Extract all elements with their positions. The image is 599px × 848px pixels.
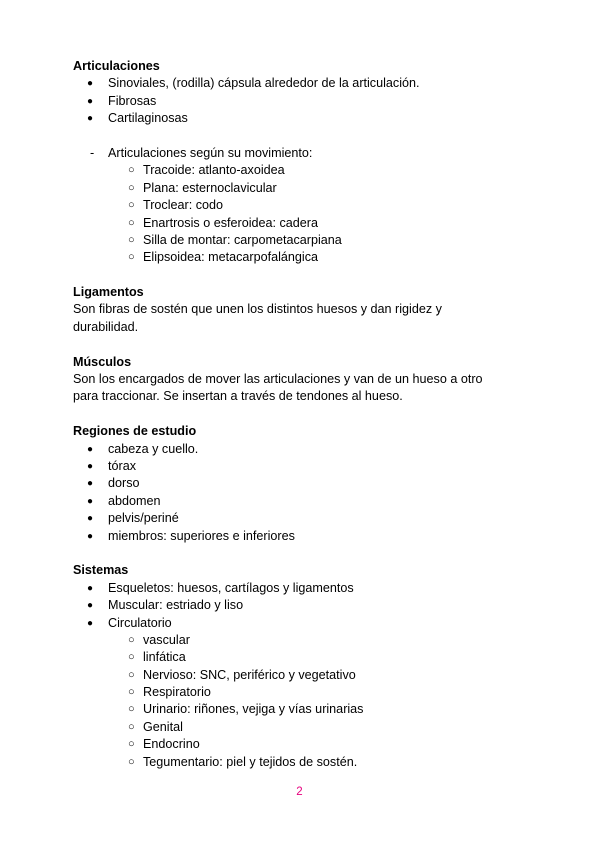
bullet-icon: ●: [87, 78, 94, 90]
list-item-text: Genital: [143, 719, 183, 734]
list-item: [73, 249, 533, 266]
list-item-text: Troclear: codo: [143, 198, 224, 213]
list-item: [73, 528, 533, 545]
section-heading-sistemas: Sistemas: [73, 563, 129, 578]
paragraph-line: Son fibras de sostén que unen los distintos huesos y dan rigidez y: [73, 302, 442, 317]
section-heading-regiones: Regiones de estudio: [73, 424, 197, 439]
list-item-text: Circulatorio: [108, 615, 172, 630]
list-item: [73, 493, 533, 510]
circle-bullet-icon: ○: [128, 199, 135, 212]
circle-bullet-icon: ○: [128, 651, 135, 664]
list-item-text: cabeza y cuello.: [108, 441, 199, 456]
circle-bullet-icon: ○: [128, 703, 135, 716]
list-item-text: Tegumentario: piel y tejidos de sostén.: [143, 754, 358, 769]
list-item-text: Muscular: estriado y liso: [108, 598, 244, 613]
list-item: [73, 75, 533, 92]
list-item-text: Cartilaginosas: [108, 111, 188, 126]
circle-bullet-icon: ○: [128, 251, 135, 264]
list-item-text: Articulaciones según su movimiento:: [108, 145, 313, 160]
list-item-text: dorso: [108, 476, 140, 491]
list-item-text: Plana: esternoclavicular: [143, 180, 277, 195]
list-item: [73, 632, 533, 649]
bullet-icon: ●: [87, 495, 94, 507]
list-item: [73, 736, 533, 753]
circle-bullet-icon: ○: [128, 720, 135, 733]
circle-bullet-icon: ○: [128, 233, 135, 246]
bullet-icon: ●: [87, 95, 94, 107]
bullet-icon: ●: [87, 530, 94, 542]
document-page: [73, 58, 533, 771]
list-item: [73, 93, 533, 110]
page-number: 2: [296, 786, 303, 798]
list-item: [73, 701, 533, 718]
circle-bullet-icon: ○: [128, 633, 135, 646]
bullet-icon: ●: [87, 113, 94, 125]
circle-bullet-icon: ○: [128, 755, 135, 768]
list-item-text: pelvis/periné: [108, 511, 179, 526]
list-item-text: tórax: [108, 458, 136, 473]
list-item-text: Silla de montar: carpometacarpiana: [143, 232, 342, 247]
list-item: [73, 684, 533, 701]
list-item-text: vascular: [143, 632, 190, 647]
list-item-text: Enartrosis o esferoidea: cadera: [143, 215, 319, 230]
list-item: [73, 232, 533, 249]
list-item: [73, 580, 533, 597]
list-item-text: Esqueletos: huesos, cartílagos y ligamentos: [108, 580, 354, 595]
section-heading-articulaciones: Articulaciones: [73, 59, 160, 73]
circle-bullet-icon: ○: [128, 668, 135, 681]
bullet-icon: ●: [87, 513, 94, 525]
list-item-text: abdomen: [108, 493, 161, 508]
dash-icon: -: [90, 145, 95, 160]
circle-bullet-icon: ○: [128, 216, 135, 229]
section-heading-musculos: Músculos: [73, 354, 132, 369]
list-item-text: Endocrino: [143, 737, 200, 752]
circle-bullet-icon: ○: [128, 686, 135, 699]
list-item: [73, 649, 533, 666]
bullet-icon: ●: [87, 582, 94, 594]
circle-bullet-icon: ○: [128, 738, 135, 751]
bullet-icon: ●: [87, 600, 94, 612]
list-item-text: Tracoide: atlanto-axoidea: [143, 163, 285, 178]
section-heading-ligamentos: Ligamentos: [73, 285, 144, 300]
paragraph-line: Son los encargados de mover las articulaciones y van de un hueso a otro: [73, 372, 483, 387]
list-item-text: Urinario: riñones, vejiga y vías urinarias: [143, 702, 364, 717]
list-item: [73, 441, 533, 458]
list-item-text: miembros: superiores e inferiores: [108, 528, 295, 543]
list-item: [73, 719, 533, 736]
bullet-icon: ●: [87, 443, 94, 455]
bullet-icon: ●: [87, 460, 94, 472]
list-item: [73, 215, 533, 232]
list-item: [73, 667, 533, 684]
list-item-text: linfática: [143, 650, 186, 665]
spacer: [73, 545, 533, 562]
bullet-icon: ●: [87, 478, 94, 490]
paragraph-line: para traccionar. Se insertan a través de tendones al hueso.: [73, 389, 403, 404]
list-item-text: Sinoviales, (rodilla) cápsula alrededor de la articulación.: [108, 76, 420, 91]
list-item: [73, 510, 533, 527]
spacer: [73, 406, 533, 423]
list-item: [73, 754, 533, 771]
list-item: [73, 110, 533, 127]
list-item-text: Elipsoidea: metacarpofalángica: [143, 250, 319, 265]
bullet-icon: ●: [87, 617, 94, 629]
list-item: [73, 615, 533, 632]
spacer: [73, 128, 533, 145]
list-item-text: Fibrosas: [108, 93, 157, 108]
list-item: [73, 475, 533, 492]
list-item: [73, 597, 533, 614]
list-item: [73, 180, 533, 197]
list-item: [73, 162, 533, 179]
spacer: [73, 267, 533, 284]
list-item: [73, 197, 533, 214]
list-item: [73, 145, 533, 162]
list-item-text: Nervioso: SNC, periférico y vegetativo: [143, 667, 356, 682]
circle-bullet-icon: ○: [128, 164, 135, 177]
paragraph-line: durabilidad.: [73, 319, 139, 334]
list-item-text: Respiratorio: [143, 685, 211, 700]
spacer: [73, 336, 533, 353]
list-item: [73, 458, 533, 475]
circle-bullet-icon: ○: [128, 181, 135, 194]
